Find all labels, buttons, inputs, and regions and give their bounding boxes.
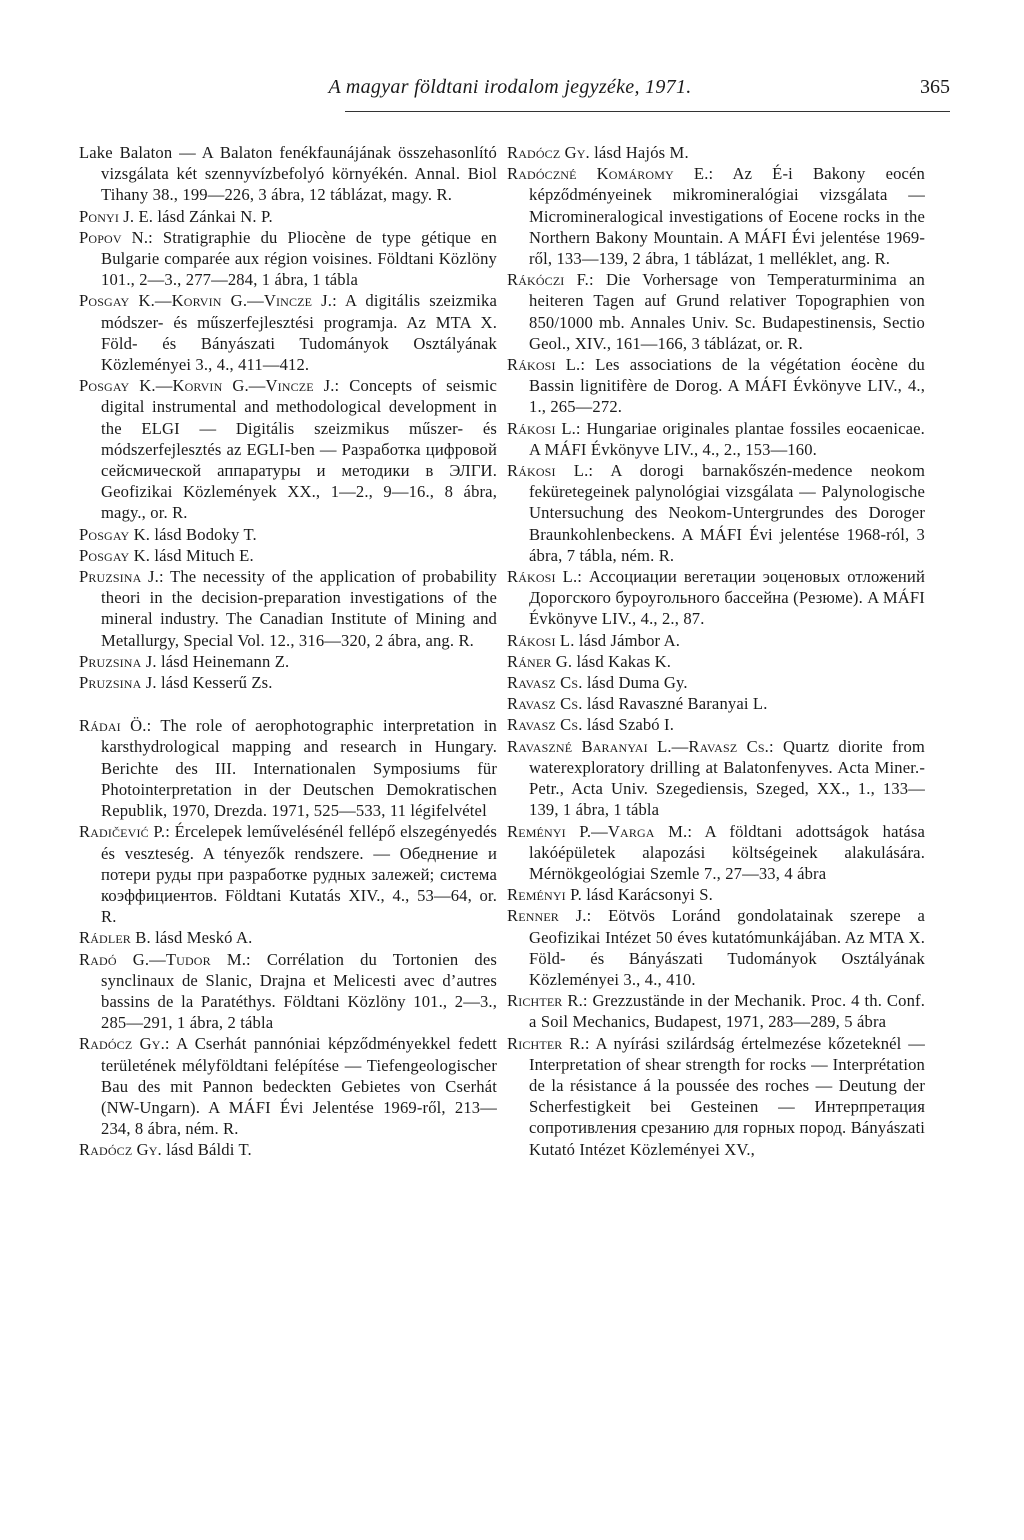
- entry-author: Posgay K.: [79, 524, 151, 544]
- entry-text: : Ércelepek leművelésénél fellépő elszegényedés és veszteség. A tényezők rendszere. — Обеднение и потери руды при разработке рудных залежей; система коэффициентов. Földtani Kutatás XIV., 4., 53—64, or. R.: [101, 822, 497, 927]
- bibliography-entry: [79, 949, 497, 1034]
- entry-text: : The role of aerophotographic interpretation in karsthydrological mapping and research in Hungary. Berichte des III. Internationalen Symposiums für Photointerpretation in der Deutschen Demokratischen Republik, 1970, Drezda. 1971, 525—533, 11 légifelvétel: [101, 716, 497, 821]
- bibliography-entry: [79, 524, 497, 545]
- entry-author: Rákosi L.: [507, 567, 578, 587]
- bibliography-entry: [507, 714, 925, 735]
- right-column: [507, 142, 925, 1160]
- entry-text: lásd Szabó I.: [582, 715, 675, 735]
- entry-author: Posgay K.: [79, 545, 151, 565]
- entry-author: Radócz Gy.: [507, 143, 590, 162]
- entry-author: Ravasz Cs.: [507, 694, 583, 714]
- bibliography-entry: [507, 1033, 925, 1160]
- bibliography-entry: [79, 821, 497, 927]
- bibliography-entry: [79, 206, 497, 227]
- entry-text: : A digitális szeizmika módszer- és műszerfejlesztési programja. Az MTA X. Föld- és Bányászati Tudományok Osztályának Közleményei 3., 4., 411—412.: [101, 291, 497, 375]
- bibliography-entry: [79, 927, 497, 948]
- bibliography-entry: [79, 375, 497, 523]
- entry-text: : Corrélation du Tortonien des synclinaux de Slanic, Drajna et Melicesti avec d’autres bassins de la Paratéthys. Földtani Közlöny 101., 2—3., 285—291, 1 ábra, 2 tábla: [101, 949, 497, 1033]
- entry-text: lásd Hajós M.: [589, 143, 689, 162]
- bibliography-entry: [79, 227, 497, 291]
- entry-author: Pruzsina J.: [79, 651, 157, 671]
- entry-text: lásd Karácsonyi S.: [581, 885, 713, 905]
- entry-text: : Stratigraphie du Pliocène de type gétique en Bulgarie comparée aux région voisines. Földtani Közlöny 101., 2—3., 277—284, 1 ábra, 1 tábla: [101, 227, 497, 290]
- entry-text: lásd Zánkai N. P.: [153, 206, 273, 226]
- entry-text: lásd Jámbor A.: [574, 630, 681, 650]
- entry-author: Radócz Gy.: [79, 1034, 165, 1054]
- bibliography-entry: [507, 905, 925, 990]
- entry-text: lásd Meskó A.: [150, 928, 253, 948]
- bibliography-entry: [507, 354, 925, 418]
- entry-author: Rákosi L.: [507, 418, 576, 438]
- entry-text: : Concepts of seismic digital instrumental and methodological development in the ELGI — Digitális szeizmikus műszer- és módszerfejlesztés az EGLI-ben — Разработка цифровой сейсмической аппаратуры и методики в ЭЛГИ. Geofizikai Közlemények XX., 1—2., 9—16., 8 ábra, magy., or. R.: [101, 376, 497, 523]
- entry-author: Pruzsina J.: [79, 567, 159, 587]
- bibliography-entry: [507, 884, 925, 905]
- bibliography-entry: [79, 566, 497, 651]
- bibliography-entry: [507, 630, 925, 651]
- entry-text: lásd Báldi T.: [161, 1140, 252, 1160]
- entry-text: lásd Duma Gy.: [582, 673, 688, 693]
- entry-author: Rádai Ö.: [79, 716, 147, 736]
- bibliography-entry: [507, 990, 925, 1032]
- bibliography-entry: [79, 672, 497, 693]
- entry-author: Reményi P.—Varga M.: [507, 821, 688, 841]
- entry-author: Pruzsina J.: [79, 673, 157, 693]
- entry-author: Ravasz Cs.: [507, 715, 583, 735]
- entry-author: Rákóczi F.: [507, 270, 589, 290]
- entry-author: Posgay K.—Korvin G.—Vincze J.: [79, 291, 333, 311]
- bibliography-entry: [79, 1139, 497, 1160]
- entry-text: lásd Kesserű Zs.: [156, 673, 273, 693]
- bibliography-entry: [507, 418, 925, 460]
- entry-text: lásd Mituch E.: [150, 545, 254, 565]
- entry-text: : A dorogi barnakőszén-medence neokom feküretegeinek palynológiai vizsgálata — Palynologische Untersuchung des Neokom-Untergrundes des Doroger Braunkohlenbeckens. A MÁFI Évi jelentése 1968-ról, 3 ábra, 7 tábla, ném. R.: [529, 461, 925, 565]
- entry-author: Popov N.: [79, 227, 149, 247]
- entry-text: : Die Vorhersage von Temperaturminima an heiteren Tagen auf Grund relativer Topographien von 850/1000 mb. Annales Univ. Sc. Budapestinensis, Sectio Geol., XIV., 161—166, 3 táblázat, or. R.: [529, 270, 926, 353]
- entry-author: Posgay K.—Korvin G.—Vincze J.: [79, 376, 335, 396]
- entry-author: Radócz Gy.: [79, 1140, 162, 1160]
- header-rule: [345, 111, 950, 112]
- entry-text: : A Cserhát pannóniai képződményekkel fedett területének mélyföldtani felépítése — Tiefengeologischer Bau des mit Pannon bedeckten Gebietes von Cserhát (NW-Ungarn). A MÁFI Évi Jelentése 1969-ről, 213—234, 8 ábra, ném. R.: [101, 1034, 497, 1139]
- entry-text: lásd Kakas K.: [572, 651, 672, 671]
- entry-author: Ravasz Cs.: [507, 673, 583, 693]
- entry-text: lásd Ravaszné Baranyai L.: [582, 694, 768, 714]
- bibliography-entry: [507, 163, 925, 269]
- entry-text: Lake Balaton — A Balaton fenékfaunájának összehasonlító vizsgálata két szennyvízbefolyó környékén. Annal. Biol Tihany 38., 199—226, 3 ábra, 12 táblázat, magy. R.: [79, 143, 497, 205]
- bibliography-entry: [507, 651, 925, 672]
- bibliography-entry: [507, 142, 925, 163]
- bibliography-entry: [79, 545, 497, 566]
- bibliography-entry: [507, 460, 925, 566]
- entry-author: Ponyi J. E.: [79, 206, 154, 226]
- entry-author: Renner J.: [507, 906, 587, 926]
- bibliography-entry: [507, 269, 925, 354]
- entry-text: : Quartz diorite from waterexploratory drilling at Balatonfenyves. Acta Miner.-Petr., Acta Univ. Szegediensis, Szeged, XX., 1., 133—139, 1 ábra, 1 tábla: [529, 736, 925, 820]
- entry-text: lásd Bodoky T.: [150, 524, 257, 544]
- entry-text: : The necessity of the application of probability theori in the decision-preparation investigations of the mineral industry. The Canadian Institute of Mining and Metallurgy, Special Vol. 12., 316—320, 2 ábra, ang. R.: [101, 567, 498, 650]
- entry-text: : A nyírási szilárdság értelmezése kőzeteknél — Interpretation of shear strength for rocks — Interprétation de la résistance á la poussée des roches — Deutung der Scherfestigkeit bei Gesteinen — Интерпретация сопротивления срезанию для горных пород. Bányászati Kutató Intézet Közleményei XV.,: [529, 1033, 926, 1159]
- entry-text: : Az É-i Bakony eocén képződményeinek mikromineralógiai vizsgálata — Micromineralogical investigations of Eocene rocks in the Northern Bakony Mountain. A MÁFI Évi jelentése 1969-ről, 133—139, 2 ábra, 1 táblázat, 1 melléklet, ang. R.: [529, 164, 926, 269]
- entry-text: : Eötvös Loránd gondolatainak szerepe a Geofizikai Intézet 50 éves kutatómunkájában. Az MTA X. Föld- és Bányászati Tudományok Osztályának Közleményei 3., 4., 410.: [529, 906, 926, 989]
- entry-author: Richter R.: [507, 991, 583, 1011]
- entry-author: Rádler B.: [79, 928, 151, 948]
- bibliography-entry: [507, 566, 925, 630]
- entry-author: Rákosi L.: [507, 461, 589, 481]
- bibliography-entry: [507, 821, 925, 885]
- entry-author: Rákosi L.: [507, 630, 575, 650]
- entry-text: : Grezzustände in der Mechanik. Proc. 4 th. Conf. a Soil Mechanics, Budapest, 1971, 283—289, 5 ábra: [529, 991, 925, 1032]
- bibliography-entry: [79, 1033, 497, 1139]
- entry-author: Rákosi L.: [507, 355, 581, 375]
- entry-text: : Les associations de la végétation éocène du Bassin lignitifère de Dorog. A MÁFI Évkönyve LIV., 4., 1., 265—272.: [529, 355, 925, 417]
- bibliography-entry: [79, 715, 497, 821]
- left-column: [79, 142, 497, 1161]
- bibliography-entry: [79, 290, 497, 375]
- bibliography-entry: [507, 672, 925, 693]
- entry-author: Radó G.—Tudor M.: [79, 949, 247, 969]
- entry-text: lásd Heinemann Z.: [156, 651, 290, 671]
- entry-author: Richter R.: [507, 1033, 585, 1053]
- entry-author: Reményi P.: [507, 885, 582, 905]
- entry-text: : Ассоциации вегетации эоценовых отложений Дорогского буроугольного бассейна (Резюме). A MÁFI Évkönyve LIV., 4., 2., 87.: [529, 567, 925, 629]
- entry-author: Radičević P.: [79, 822, 166, 842]
- entry-text: : A földtani adottságok hatása lakóépületek alapozási költségeinek alakulására. Mérnökgeológiai Szemle 7., 27—33, 4 ábra: [529, 821, 925, 883]
- running-title: A magyar földtani irodalom jegyzéke, 1971.: [328, 76, 692, 98]
- bibliography-entry: [79, 651, 497, 672]
- entry-text: : Hungariae originales plantae fossiles eocaenicae. A MÁFI Évkönyve LIV., 4., 2., 153—160.: [529, 418, 925, 459]
- bibliography-entry: [507, 736, 925, 821]
- entry-author: Ravaszné Baranyai L.—Ravasz Cs.: [507, 736, 769, 756]
- bibliography-entry: [507, 693, 925, 714]
- page-header: [70, 76, 950, 116]
- entry-author: Radóczné Komáromy E.: [507, 164, 709, 184]
- page-number: 365: [920, 76, 950, 98]
- bibliography-entry: [79, 142, 497, 206]
- entry-author: Ráner G.: [507, 651, 573, 671]
